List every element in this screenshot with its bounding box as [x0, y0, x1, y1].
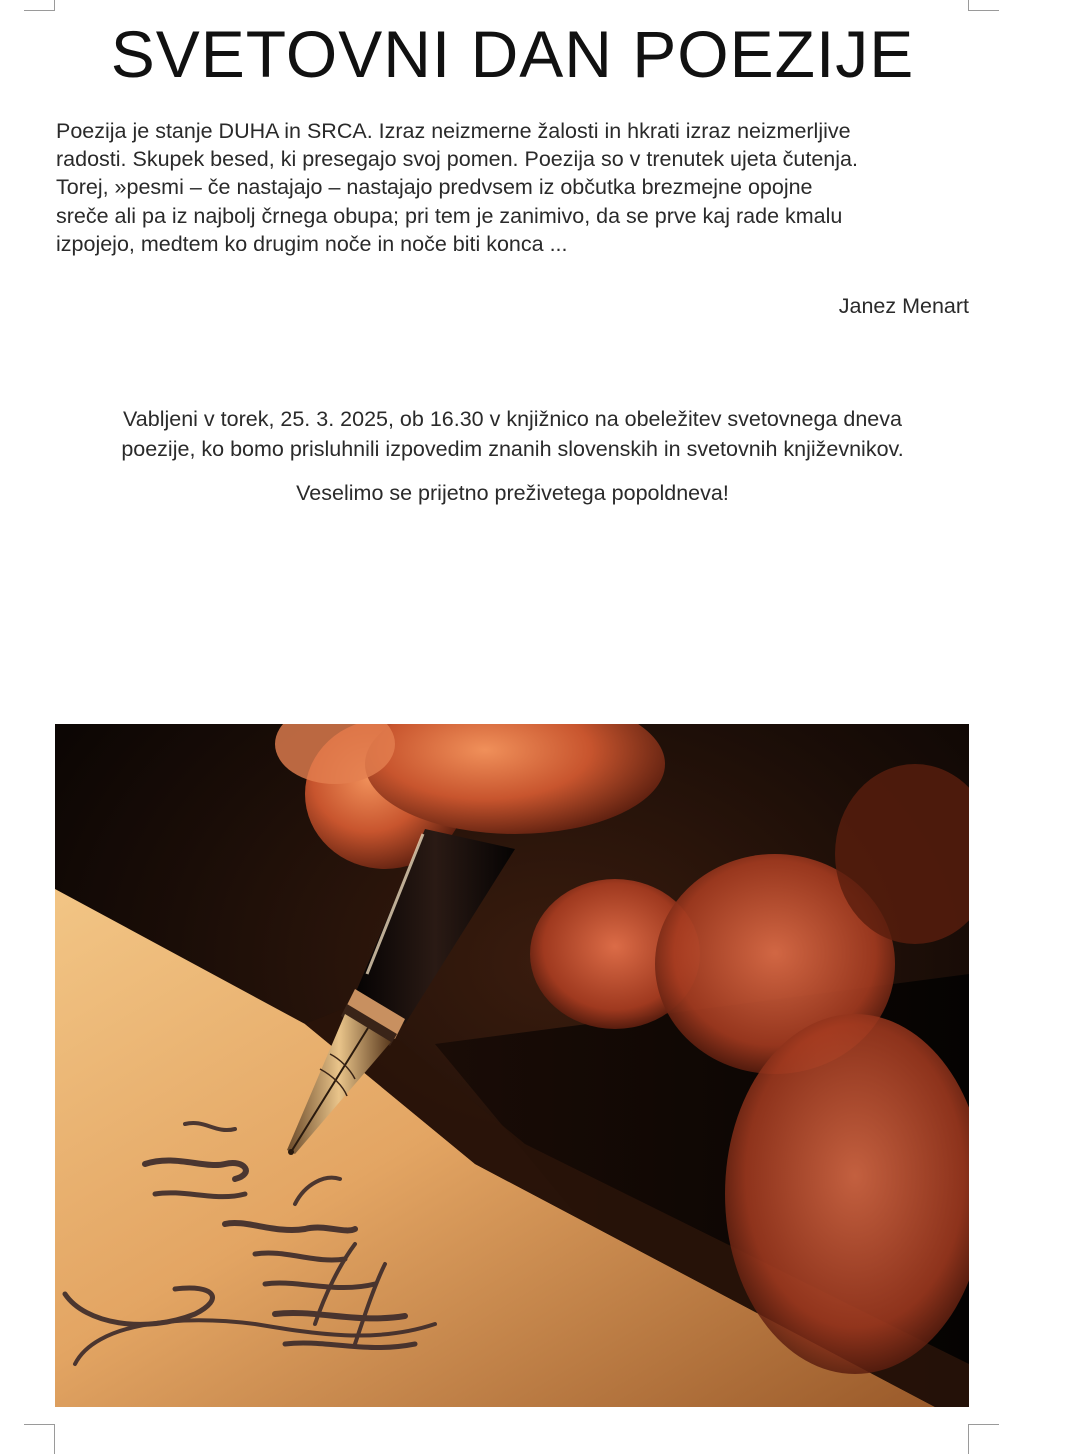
- crop-mark-top-left: [24, 0, 55, 11]
- pen-writing-photo: [55, 724, 969, 1407]
- intro-line: Poezija je stanje DUHA in SRCA. Izraz neizmerne žalosti in hkrati izraz neizmerljive: [56, 119, 851, 143]
- page-title: SVETOVNI DAN POEZIJE: [110, 17, 915, 91]
- crop-mark-bottom-right: [968, 1424, 999, 1454]
- intro-line: radosti. Skupek besed, ki presegajo svoj pomen. Poezija so v trenutek ujeta čutenja.: [56, 147, 858, 172]
- invitation-paragraph: [40, 404, 985, 464]
- intro-line: izpojejo, medtem ko drugim noče in noče biti konca ...: [56, 231, 568, 256]
- closing-line: Veselimo se prijetno preživetega popoldneva!: [296, 481, 729, 505]
- crop-mark-bottom-left: [24, 1424, 55, 1454]
- pen-writing-illustration: [55, 724, 969, 1407]
- crop-mark-top-right: [968, 0, 999, 11]
- intro-line: Torej, »pesmi – če nastajajo – nastajajo predvsem iz občutka brezmejne opojne: [56, 175, 813, 200]
- invitation-line: Vabljeni v torek, 25. 3. 2025, ob 16.30 v knjižnico na obeležitev svetovnega dneva: [123, 407, 902, 431]
- intro-line: sreče ali pa iz najbolj črnega obupa; pri tem je zanimivo, da se prve kaj rade kmalu: [56, 203, 843, 228]
- invitation-line: poezije, ko bomo prisluhnili izpovedim znanih slovenskih in svetovnih književnikov.: [121, 437, 904, 461]
- intro-paragraph: [56, 117, 986, 258]
- quote-author: Janez Menart: [838, 294, 969, 318]
